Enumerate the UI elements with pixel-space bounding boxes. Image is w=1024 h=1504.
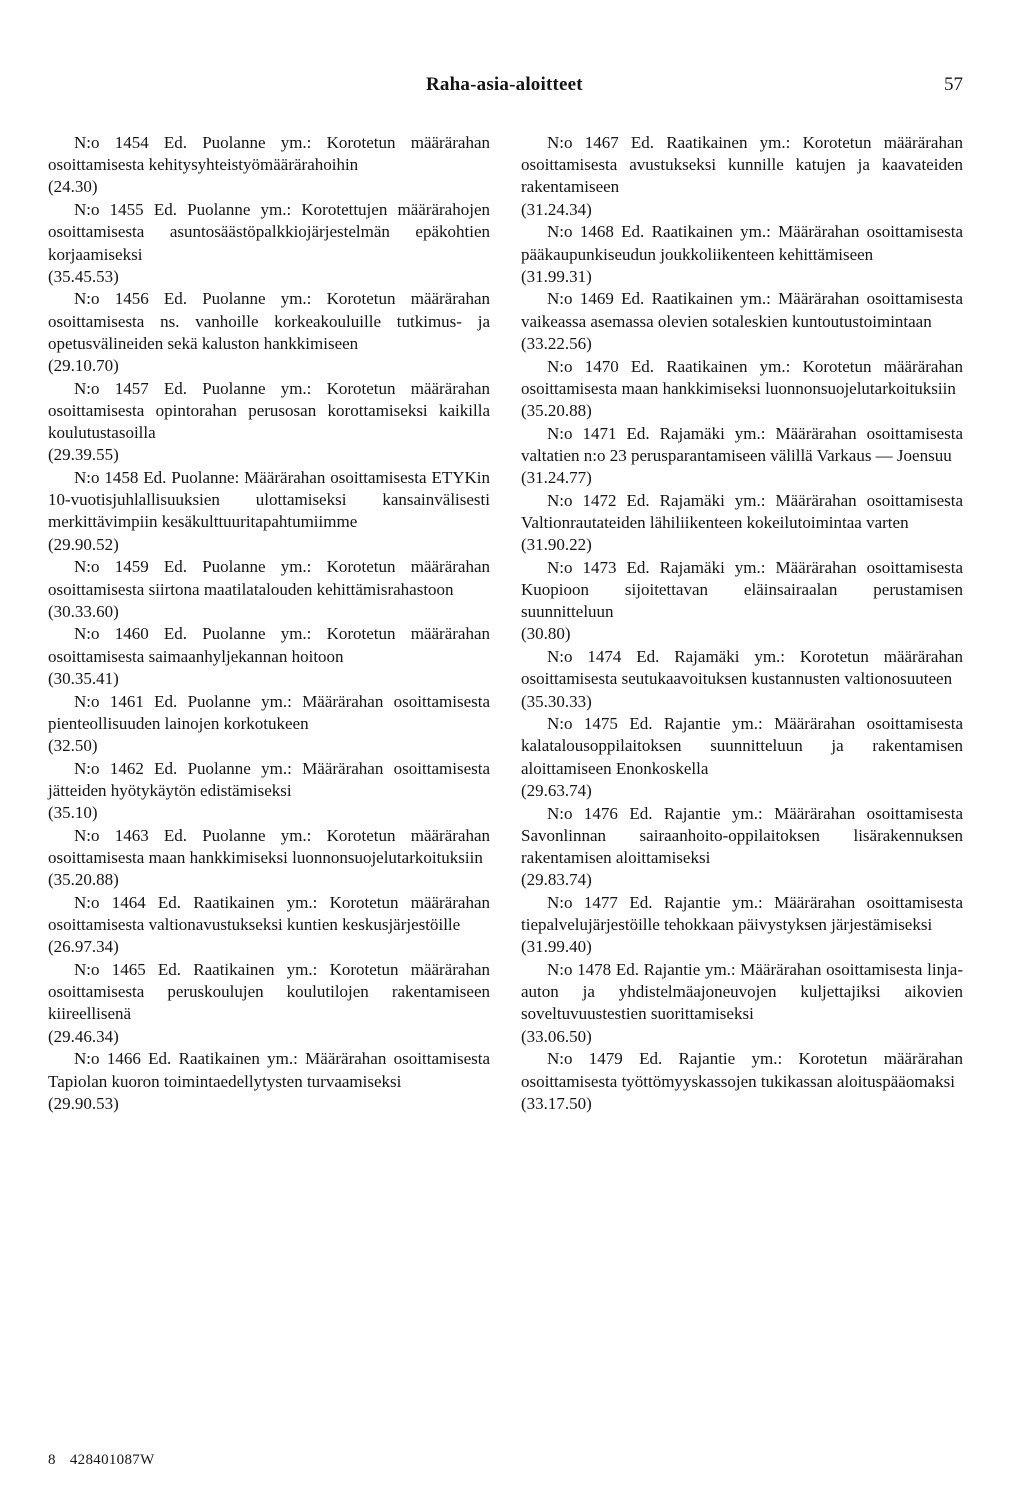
budget-code: (35.45.53) (48, 266, 119, 286)
motion-entry (48, 556, 490, 623)
signature-mark: 8 (48, 1452, 56, 1468)
motion-text: N:o 1475 Ed. Rajantie ym.: Määrärahan osoittamisesta kalatalousoppilaitoksen suunnitteluun ja rakentamisen aloittamiseen Enonkoskella (521, 714, 963, 778)
motion-text: N:o 1461 Ed. Puolanne ym.: Määrärahan osoittamisesta pienteollisuuden lainojen korkotukeen (48, 691, 490, 733)
motion-text: N:o 1473 Ed. Rajamäki ym.: Määrärahan osoittamisesta Kuopioon sijoitettavan eläinsairaalan perustamisen suunnitteluun (521, 557, 963, 622)
motion-text: N:o 1457 Ed. Puolanne ym.: Korotetun määrärahan osoittamisesta opintorahan perusosan korottamiseksi kaikilla koulutustasoilla (48, 378, 490, 443)
motion-entry (48, 892, 490, 959)
print-code: 428401087W (69, 1452, 155, 1468)
motion-text: N:o 1476 Ed. Rajantie ym.: Määrärahan osoittamisesta Savonlinnan sairaanhoito-oppilaitoksen lisärakennuksen rakentamisen aloittamiseksi (521, 803, 963, 867)
budget-code: (33.06.50) (521, 1026, 592, 1046)
budget-code: (31.99.31) (521, 266, 592, 286)
motion-text: N:o 1477 Ed. Rajantie ym.: Määrärahan osoittamisesta tiepalvelujärjestöille tehokkaan päivystyksen järjestämiseksi (521, 892, 963, 935)
motion-text: N:o 1472 Ed. Rajamäki ym.: Määrärahan osoittamisesta Valtionrautateiden lähiliikenteen kokeilutoimintaa varten (521, 490, 963, 532)
motion-entry (48, 691, 490, 758)
motion-entry (521, 132, 963, 221)
budget-code: (33.22.56) (521, 333, 592, 353)
budget-code: (24.30) (48, 177, 98, 197)
page-header (0, 74, 1024, 104)
motion-entry (48, 199, 490, 288)
motion-entry (48, 758, 490, 825)
motion-entry (48, 288, 490, 377)
budget-code: (35.20.88) (48, 870, 119, 890)
motion-entry (48, 132, 490, 199)
budget-code: (31.24.77) (521, 468, 592, 488)
motion-text: N:o 1454 Ed. Puolanne ym.: Korotetun määrärahan osoittamisesta kehitysyhteistyömäärärahoihin (48, 133, 490, 175)
budget-code: (29.63.74) (521, 780, 592, 800)
budget-code: (31.24.34) (521, 199, 592, 219)
budget-code: (30.33.60) (48, 601, 119, 621)
motion-entry (521, 356, 963, 423)
left-column (48, 132, 490, 1115)
motion-text: N:o 1465 Ed. Raatikainen ym.: Korotetun määrärahan osoittamisesta peruskoulujen koulutilojen rakentamiseen kiireellisenä (48, 960, 490, 1024)
motion-text: N:o 1460 Ed. Puolanne ym.: Korotetun määrärahan osoittamisesta saimaanhyljekannan hoitoon (48, 624, 490, 666)
motion-text: N:o 1455 Ed. Puolanne ym.: Korotettujen määrärahojen osoittamisesta asuntosäästöpalkkiojärjestelmän epäkohtien korjaamiseksi (48, 200, 490, 264)
motion-text: N:o 1466 Ed. Raatikainen ym.: Määrärahan osoittamisesta Tapiolan kuoron toimintaedellytysten turvaamiseksi (48, 1049, 490, 1091)
motion-entry (521, 959, 963, 1048)
motion-entry (48, 378, 490, 467)
running-title: Raha-asia-aloitteet (426, 74, 583, 95)
budget-code: (29.90.53) (48, 1093, 119, 1113)
motion-entry (521, 557, 963, 646)
motion-entry (48, 467, 490, 556)
budget-code: (33.17.50) (521, 1093, 592, 1113)
page-number: 57 (944, 74, 963, 95)
budget-code: (35.20.88) (521, 400, 592, 420)
motion-entry (521, 221, 963, 288)
motion-text: N:o 1478 Ed. Rajantie ym.: Määrärahan osoittamisesta linja-auton ja yhdistelmäajoneuvojen kuljettajiksi aikovien soveltuvuustestien suorittamiseksi (521, 960, 963, 1024)
budget-code: (29.39.55) (48, 445, 119, 465)
motion-entry (521, 288, 963, 355)
motion-text: N:o 1471 Ed. Rajamäki ym.: Määrärahan osoittamisesta valtatien n:o 23 perusparantamiseen välillä Varkaus — Joensuu (521, 423, 963, 465)
motion-text: N:o 1468 Ed. Raatikainen ym.: Määrärahan osoittamisesta pääkaupunkiseudun joukkoliikenteen kehittämiseen (521, 222, 963, 264)
motion-entry (48, 825, 490, 892)
budget-code: (35.10) (48, 803, 98, 823)
budget-code: (29.90.52) (48, 534, 119, 554)
right-column (521, 132, 963, 1115)
motion-entry (48, 959, 490, 1048)
budget-code: (30.80) (521, 624, 571, 644)
motion-text: N:o 1470 Ed. Raatikainen ym.: Korotetun määrärahan osoittamisesta maan hankkimiseksi luonnonsuojelutarkoituksiin (521, 356, 963, 398)
motion-entry (48, 1048, 490, 1115)
budget-code: (30.35.41) (48, 668, 119, 688)
motion-entry (521, 646, 963, 713)
motion-text: N:o 1456 Ed. Puolanne ym.: Korotetun määrärahan osoittamisesta ns. vanhoille korkeakouluille tutkimus- ja opetusvälineiden sekä kaluston hankkimiseen (48, 289, 490, 353)
budget-code: (29.46.34) (48, 1026, 119, 1046)
motion-entry (521, 1048, 963, 1115)
motion-text: N:o 1464 Ed. Raatikainen ym.: Korotetun määrärahan osoittamisesta valtionavustukseksi kuntien keskusjärjestöille (48, 892, 490, 935)
motion-entry (48, 623, 490, 690)
budget-code: (26.97.34) (48, 937, 119, 957)
motion-text: N:o 1462 Ed. Puolanne ym.: Määrärahan osoittamisesta jätteiden hyötykäytön edistämiseksi (48, 758, 490, 800)
motion-text: N:o 1463 Ed. Puolanne ym.: Korotetun määrärahan osoittamisesta maan hankkimiseksi luonnonsuojelutarkoituksiin (48, 825, 490, 867)
motion-text: N:o 1479 Ed. Rajantie ym.: Korotetun määrärahan osoittamisesta työttömyyskassojen tukikassan aloituspääomaksi (521, 1049, 963, 1091)
motion-entry (521, 892, 963, 959)
budget-code: (35.30.33) (521, 691, 592, 711)
motion-text: N:o 1467 Ed. Raatikainen ym.: Korotetun määrärahan osoittamisesta avustukseksi kunnille katujen ja kaavateiden rakentamiseen (521, 133, 963, 197)
budget-code: (31.99.40) (521, 937, 592, 957)
motion-text: N:o 1469 Ed. Raatikainen ym.: Määrärahan osoittamisesta vaikeassa asemassa olevien sotaleskien kuntoutustoimintaan (521, 289, 963, 331)
motion-text: N:o 1459 Ed. Puolanne ym.: Korotetun määrärahan osoittamisesta siirtona maatilatalouden kehittämisrahastoon (48, 557, 490, 599)
motion-entry (521, 490, 963, 557)
motion-entry (521, 423, 963, 490)
budget-code: (32.50) (48, 735, 98, 755)
motion-entry (521, 713, 963, 802)
page-footer (48, 1452, 155, 1469)
motion-text: N:o 1474 Ed. Rajamäki ym.: Korotetun määrärahan osoittamisesta seutukaavoituksen kustannusten valtionosuuteen (521, 647, 963, 689)
budget-code: (29.83.74) (521, 870, 592, 890)
motion-entry (521, 803, 963, 892)
budget-code: (29.10.70) (48, 356, 119, 376)
motion-text: N:o 1458 Ed. Puolanne: Määrärahan osoittamisesta ETYKin 10-vuotisjuhlallisuuksien ulottamiseksi kansainvälisesti merkittävimpiin kesäkulttuuritapahtumiimme (48, 468, 490, 532)
budget-code: (31.90.22) (521, 535, 592, 555)
